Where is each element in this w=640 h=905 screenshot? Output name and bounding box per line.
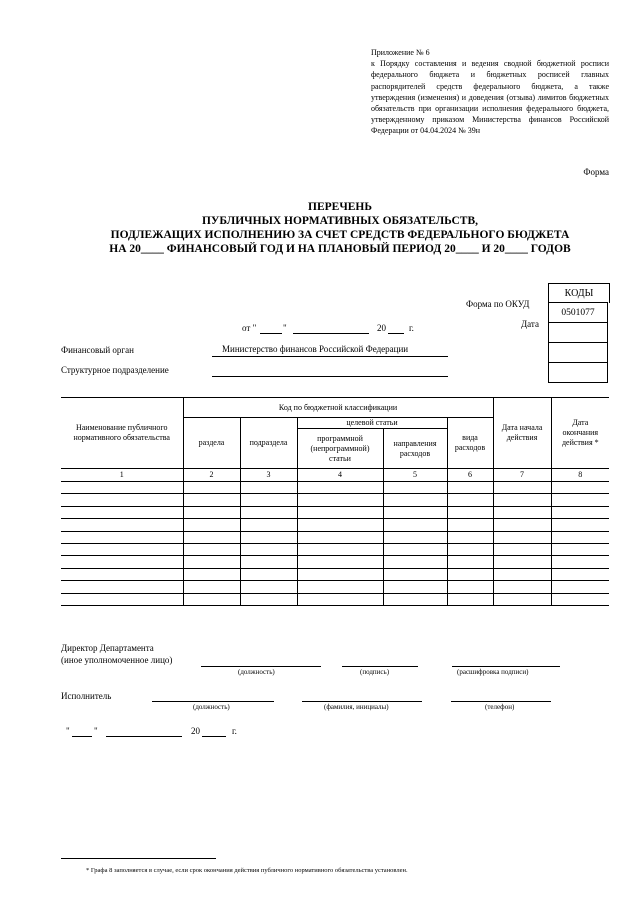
- table-cell[interactable]: [551, 568, 609, 580]
- table-cell[interactable]: [183, 593, 240, 605]
- table-cell[interactable]: [551, 543, 609, 555]
- code-cell-3: [549, 343, 608, 363]
- table-cell[interactable]: [240, 506, 297, 518]
- table-cell[interactable]: [240, 568, 297, 580]
- table-cell[interactable]: [61, 581, 183, 593]
- table-row: [61, 519, 609, 531]
- table-cell[interactable]: [183, 531, 240, 543]
- table-cell[interactable]: [383, 543, 447, 555]
- table-cell[interactable]: [447, 531, 493, 543]
- num-cell: 8: [551, 469, 609, 482]
- table-cell[interactable]: [297, 581, 383, 593]
- num-cell: 3: [240, 469, 297, 482]
- table-cell[interactable]: [447, 593, 493, 605]
- table-cell[interactable]: [383, 506, 447, 518]
- table-cell[interactable]: [383, 556, 447, 568]
- table-cell[interactable]: [447, 556, 493, 568]
- sig-year-suffix: г.: [232, 726, 237, 736]
- table-cell[interactable]: [240, 482, 297, 494]
- table-cell[interactable]: [297, 543, 383, 555]
- table-cell[interactable]: [447, 494, 493, 506]
- code-cell-4: [549, 363, 608, 383]
- table-cell[interactable]: [383, 519, 447, 531]
- table-cell[interactable]: [383, 482, 447, 494]
- title-line-4: НА 20____ ФИНАНСОВЫЙ ГОД И НА ПЛАНОВЫЙ ПЕРИОД 20____ И 20____ ГОДОВ: [109, 243, 571, 255]
- table-cell[interactable]: [493, 593, 551, 605]
- table-row: [61, 556, 609, 568]
- num-cell: 7: [493, 469, 551, 482]
- table-cell[interactable]: [240, 593, 297, 605]
- table-cell[interactable]: [447, 519, 493, 531]
- table-row: [61, 482, 609, 494]
- table-cell[interactable]: [240, 581, 297, 593]
- num-cell: 5: [383, 469, 447, 482]
- table-cell[interactable]: [183, 482, 240, 494]
- table-row: [61, 581, 609, 593]
- table-cell[interactable]: [297, 531, 383, 543]
- table-cell[interactable]: [297, 593, 383, 605]
- table-cell[interactable]: [383, 593, 447, 605]
- table-cell[interactable]: [61, 506, 183, 518]
- table-cell[interactable]: [447, 568, 493, 580]
- date-mid: ": [283, 323, 287, 333]
- table-cell[interactable]: [493, 482, 551, 494]
- table-cell[interactable]: [297, 482, 383, 494]
- col-vid-header: вида расходов: [447, 418, 493, 469]
- col-start-header: Дата начала действия: [493, 398, 551, 469]
- fin-organ-value: Министерство финансов Российской Федерации: [222, 344, 409, 354]
- table-cell[interactable]: [493, 543, 551, 555]
- table-cell[interactable]: [551, 581, 609, 593]
- table-cell[interactable]: [183, 506, 240, 518]
- fin-organ-label: Финансовый орган: [61, 345, 134, 355]
- fio-caption: (фамилия, инициалы): [324, 703, 389, 711]
- sig-year-blank[interactable]: [202, 736, 226, 737]
- col-program-header: программной (непрограммной) статьи: [297, 429, 383, 469]
- title-line-2: ПУБЛИЧНЫХ НОРМАТИВНЫХ ОБЯЗАТЕЛЬСТВ,: [201, 215, 479, 227]
- num-cell: 2: [183, 469, 240, 482]
- table-cell[interactable]: [383, 494, 447, 506]
- struct-unit-field[interactable]: [212, 376, 448, 377]
- num-cell: 6: [447, 469, 493, 482]
- num-cell: 4: [297, 469, 383, 482]
- fin-organ-underline: [212, 356, 448, 357]
- month-blank[interactable]: [293, 333, 369, 334]
- table-cell[interactable]: [240, 543, 297, 555]
- codes-table: [548, 302, 608, 383]
- table-cell[interactable]: [297, 568, 383, 580]
- table-cell[interactable]: [297, 494, 383, 506]
- table-cell[interactable]: [61, 543, 183, 555]
- table-cell[interactable]: [183, 494, 240, 506]
- table-cell[interactable]: [61, 568, 183, 580]
- obligations-table: [61, 397, 609, 606]
- target-header: целевой статьи: [297, 418, 447, 429]
- table-cell[interactable]: [297, 519, 383, 531]
- date-label: Дата: [521, 319, 539, 329]
- table-cell[interactable]: [61, 556, 183, 568]
- okud-value: 0501077: [549, 303, 608, 323]
- table-cell[interactable]: [240, 494, 297, 506]
- table-cell[interactable]: [297, 556, 383, 568]
- year-blank[interactable]: [388, 333, 404, 334]
- table-cell[interactable]: [447, 482, 493, 494]
- table-cell[interactable]: [183, 568, 240, 580]
- sig-year-prefix: 20: [191, 726, 200, 736]
- col-podrazdel-header: подраздела: [240, 418, 297, 469]
- table-cell[interactable]: [551, 506, 609, 518]
- table-cell[interactable]: [493, 531, 551, 543]
- table-cell[interactable]: [447, 581, 493, 593]
- director-subtitle: (иное уполномоченное лицо): [61, 655, 173, 665]
- table-cell[interactable]: [447, 506, 493, 518]
- table-cell[interactable]: [383, 531, 447, 543]
- table-cell[interactable]: [183, 556, 240, 568]
- day-blank[interactable]: [260, 333, 282, 334]
- table-cell[interactable]: [61, 494, 183, 506]
- okud-label: Форма по ОКУД: [466, 299, 530, 309]
- table-row: [61, 494, 609, 506]
- date-quote-open: ": [66, 726, 70, 736]
- table-cell[interactable]: [493, 556, 551, 568]
- phone-caption: (телефон): [485, 703, 515, 711]
- sig-month-blank[interactable]: [106, 736, 182, 737]
- date-quote-close: ": [94, 726, 98, 736]
- table-cell[interactable]: [551, 494, 609, 506]
- table-cell[interactable]: [183, 543, 240, 555]
- table-cell[interactable]: [240, 519, 297, 531]
- table-cell[interactable]: [493, 519, 551, 531]
- executor-fio-field[interactable]: [302, 701, 422, 702]
- table-cell[interactable]: [493, 506, 551, 518]
- form-label: Форма: [583, 167, 609, 177]
- table-cell[interactable]: [383, 581, 447, 593]
- table-cell[interactable]: [61, 531, 183, 543]
- director-signature-field[interactable]: [342, 666, 418, 667]
- director-decoding-field[interactable]: [452, 666, 560, 667]
- table-row: [61, 506, 609, 518]
- table-cell[interactable]: [551, 482, 609, 494]
- title-line-1: ПЕРЕЧЕНЬ: [308, 201, 372, 213]
- date-line: [242, 323, 422, 337]
- table-cell[interactable]: [297, 506, 383, 518]
- signature-date: [66, 726, 256, 740]
- executor-label: Исполнитель: [61, 691, 112, 701]
- table-row: [61, 568, 609, 580]
- col-napravl-header: направления расходов: [383, 429, 447, 469]
- footnote-separator: [61, 858, 216, 859]
- date-code-cell: [549, 323, 608, 343]
- table-cell[interactable]: [383, 568, 447, 580]
- executor-position-caption: (должность): [193, 703, 230, 711]
- kbk-header: Код по бюджетной классификации: [183, 398, 493, 418]
- table-row: [61, 593, 609, 605]
- director-title: Директор Департамента: [61, 643, 154, 653]
- executor-phone-field[interactable]: [451, 701, 551, 702]
- table-cell[interactable]: [183, 581, 240, 593]
- num-cell: 1: [61, 469, 183, 482]
- table-cell[interactable]: [61, 593, 183, 605]
- director-position-field[interactable]: [201, 666, 321, 667]
- date-prefix: от ": [242, 323, 257, 333]
- col-razdel-header: раздела: [183, 418, 240, 469]
- col-end-header: Дата окончания действия *: [551, 398, 609, 469]
- table-cell[interactable]: [493, 494, 551, 506]
- table-cell[interactable]: [240, 531, 297, 543]
- table-cell[interactable]: [240, 556, 297, 568]
- table-cell[interactable]: [551, 531, 609, 543]
- table-cell[interactable]: [493, 568, 551, 580]
- codes-header: КОДЫ: [548, 283, 610, 303]
- year-prefix: 20: [377, 323, 386, 333]
- table-cell[interactable]: [61, 482, 183, 494]
- table-cell[interactable]: [493, 581, 551, 593]
- decoding-caption: (расшифровка подписи): [457, 668, 529, 676]
- executor-position-field[interactable]: [152, 701, 274, 702]
- appendix-text: к Порядку составления и ведения сводной бюджетной росписи федерального бюджета и бюджетных росписей главных распорядителей средств федерального бюджета, а также утверждения (изменения) и доведения (отзыва) лимитов бюджетных обязательств при организации исполнения федерального бюджета, утвержденному приказом Министерства финансов Российской Федерации от 04.04.2024 № 39н: [371, 59, 609, 136]
- table-cell[interactable]: [447, 543, 493, 555]
- table-cell[interactable]: [551, 556, 609, 568]
- table-cell[interactable]: [551, 519, 609, 531]
- sig-day-blank[interactable]: [72, 736, 92, 737]
- position-caption: (должность): [238, 668, 275, 676]
- table-cell[interactable]: [183, 519, 240, 531]
- table-row: [61, 531, 609, 543]
- date-suffix: г.: [409, 323, 414, 333]
- footnote: * Графа 8 заполняется в случае, если срок окончания действия публичного нормативного обязательства установлен.: [86, 867, 408, 874]
- document-title: [60, 200, 620, 256]
- title-line-3: ПОДЛЕЖАЩИХ ИСПОЛНЕНИЮ ЗА СЧЕТ СРЕДСТВ ФЕДЕРАЛЬНОГО БЮДЖЕТА: [110, 229, 570, 241]
- appendix-title: Приложение № 6: [371, 48, 430, 57]
- struct-unit-label: Структурное подразделение: [61, 365, 169, 375]
- table-row: [61, 543, 609, 555]
- appendix-note: [371, 47, 609, 137]
- signature-caption: (подпись): [360, 668, 390, 676]
- table-cell[interactable]: [61, 519, 183, 531]
- col-name-header: Наименование публичного нормативного обязательства: [61, 398, 183, 469]
- table-body: [61, 482, 609, 606]
- table-cell[interactable]: [551, 593, 609, 605]
